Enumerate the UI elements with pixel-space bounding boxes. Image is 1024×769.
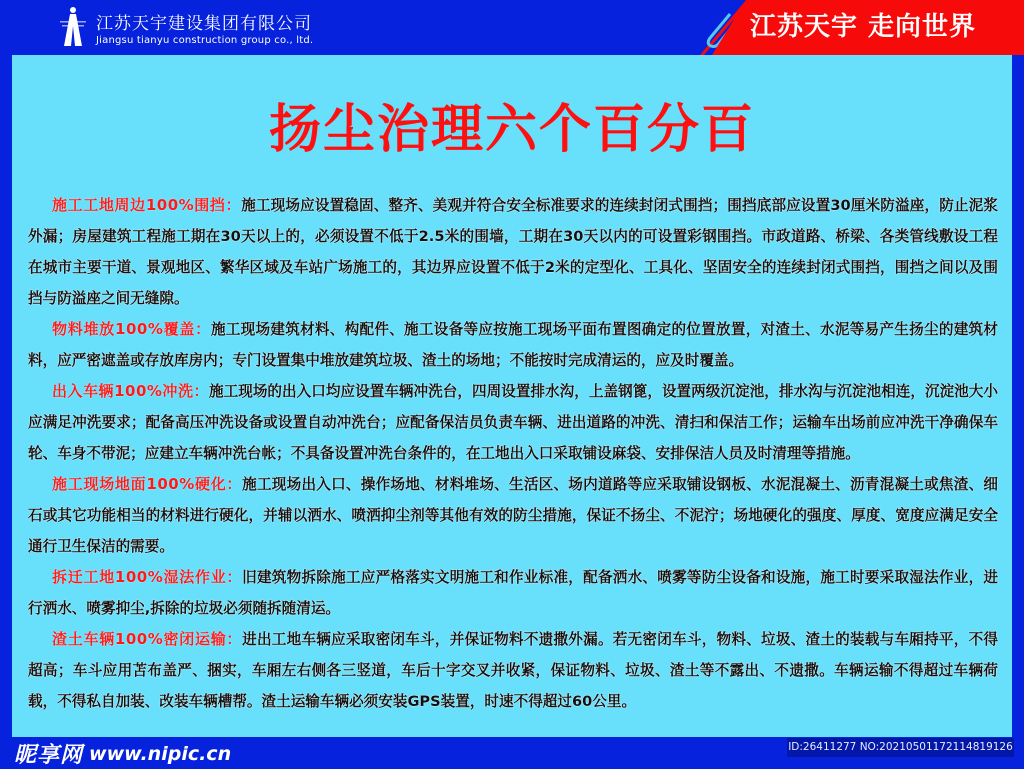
section-body: 旧建筑物拆除施工应严格落实文明施工和作业标准，配备洒水、喷雾等防尘设备和设施，施工时要采取湿法作业，进行洒水、喷雾抑尘,拆除的垃圾必须随拆随清运。 <box>28 569 998 617</box>
section-body: 进出工地车辆应采取密闭车斗，并保证物料不遗撒外漏。若无密闭车斗，物料、垃圾、渣土的装载与车厢持平，不得超高；车斗应用苫布盖严、捆实，车厢左右侧各三竖道，车后十字交叉并收紧，保证物料、垃圾、渣土等不露出、不遗撒。车辆运输不得超过车辆荷载，不得私自加装、改装车辆槽帮。渣土运输车辆必须安装GPS装置，时速不得超过60公里。 <box>28 631 998 710</box>
page-title: 扬尘治理六个百分百 <box>268 100 755 160</box>
watermark-cn: 昵享网 <box>14 743 84 768</box>
watermark <box>14 738 231 769</box>
section-ground-hardening <box>28 469 998 562</box>
section-sealed-transport <box>28 624 998 717</box>
section-body: 施工现场建筑材料、构配件、施工设备等应按施工现场平面布置图确定的位置放置，对渣土、水泥等易产生扬尘的建筑材料，应严密遮盖或存放库房内；专门设置集中堆放建筑垃圾、渣土的场地；不能按时完成清运的，应及时覆盖。 <box>28 321 998 369</box>
section-heading: 施工现场地面100%硬化： <box>52 475 243 493</box>
section-body: 施工现场的出入口均应设置车辆冲洗台，四周设置排水沟，上盖钢篦，设置两级沉淀池，排水沟与沉淀池相连，沉淀池大小应满足冲洗要求；配备高压冲洗设备或设置自动冲洗台；应配备保洁员负责车辆、进出道路的冲洗、清扫和保洁工作；运输车出场前应冲洗干净确保车轮、车身不带泥；应建立车辆冲洗台帐；不具备设置冲洗台条件的，在工地出入口采取铺设麻袋、安排保洁人员及时清理等措施。 <box>28 383 998 462</box>
section-body: 施工现场应设置稳固、整齐、美观并符合安全标准要求的连续封闭式围挡；围挡底部应设置30厘米防溢座，防止泥浆外漏；房屋建筑工程施工期在30天以上的，必须设置不低于2.5米的围墙，工期在30天以内的可设置彩钢围挡。市政道路、桥梁、各类管线敷设工程在城市主要干道、景观地区、繁华区域及车站广场施工的，其边界应设置不低于2米的定型化、工具化、坚固安全的连续封闭式围挡，围挡之间以及围挡与防溢座之间无缝隙。 <box>28 197 998 307</box>
section-material-covering <box>28 314 998 376</box>
section-heading: 渣土车辆100%密闭运输： <box>52 630 243 648</box>
section-heading: 物料堆放100%覆盖： <box>52 320 211 338</box>
section-heading: 出入车辆100%冲洗： <box>52 382 209 400</box>
section-wet-demolition <box>28 562 998 624</box>
section-body: 施工现场出入口、操作场地、材料堆场、生活区、场内道路等应采取铺设钢板、水泥混凝土、沥青混凝土或焦渣、细石或其它功能相当的材料进行硬化，并辅以洒水、喷洒抑尘剂等其他有效的防尘措施，保证不扬尘、不泥泞；场地硬化的强度、厚度、宽度应满足安全通行卫生保洁的需要。 <box>28 476 998 555</box>
company-name-cn: 江苏天宇建设集团有限公司 <box>96 14 312 34</box>
image-id-label: ID:26411277 NO:20210501172114819126 <box>787 738 1014 757</box>
section-vehicle-washing <box>28 376 998 469</box>
company-name-en: Jiangsu tianyu construction group co., ltd. <box>96 35 314 46</box>
tower-logo-icon <box>58 6 88 46</box>
company-name <box>96 14 313 47</box>
section-heading: 施工工地周边100%围挡： <box>52 196 242 214</box>
slogan-text: 江苏天宇 走向世界 <box>750 12 977 42</box>
watermark-url: www.nipic.cn <box>89 742 232 765</box>
sections-list <box>28 190 998 717</box>
section-heading: 拆迁工地100%湿法作业： <box>52 568 243 586</box>
section-perimeter-enclosure <box>28 190 998 314</box>
